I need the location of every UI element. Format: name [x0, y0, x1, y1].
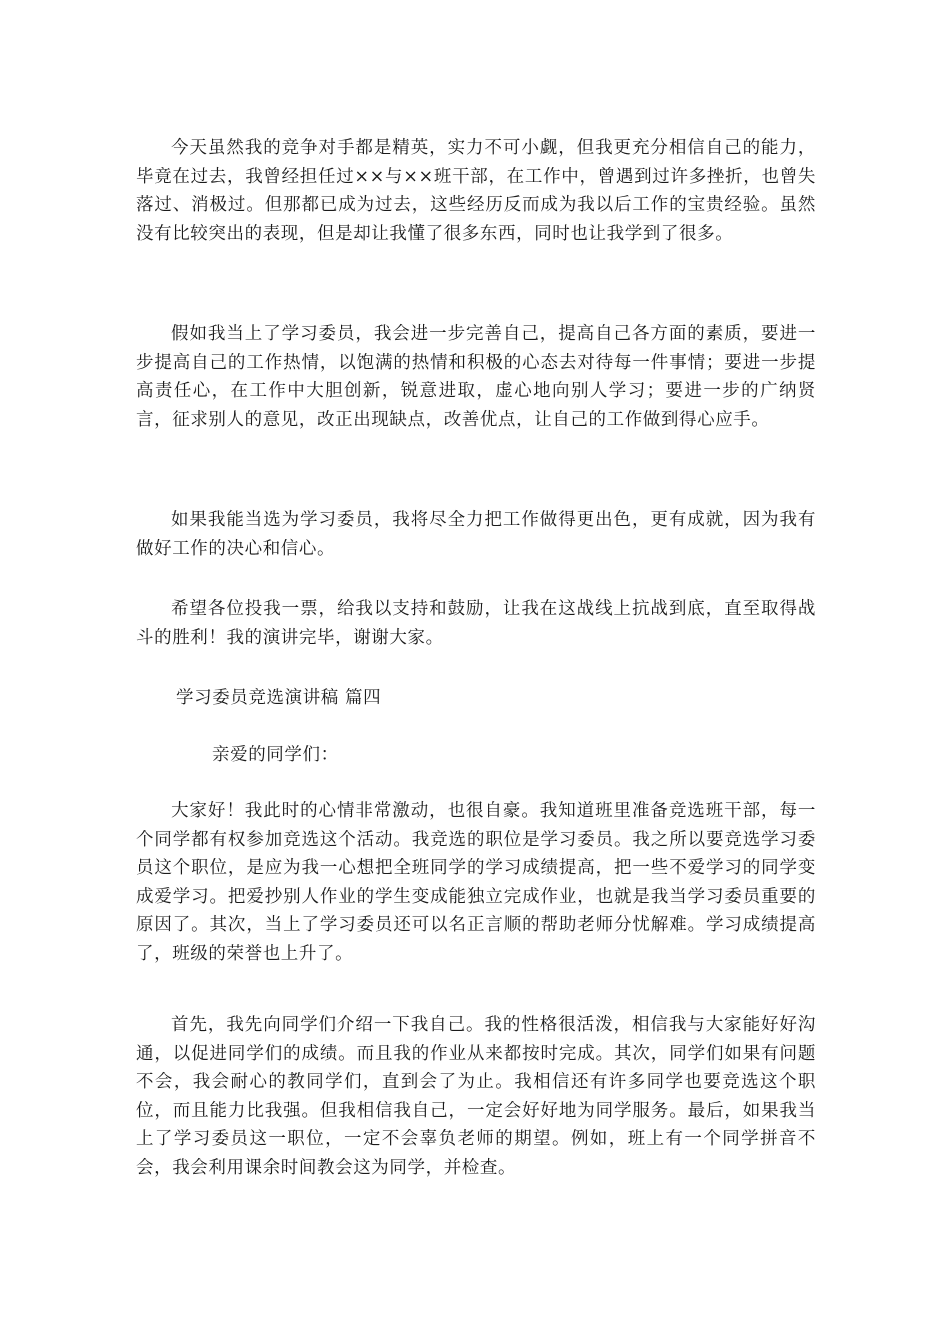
paragraph-2: 假如我当上了学习委员，我会进一步完善自己，提高自己各方面的素质，要进一步提高自己的工作热情，以饱满的热情和积极的心态去对待每一件事情；要进一步提高责任心，在工作中大胆创新，锐意进取，虚心地向别人学习；要进一步的广纳贤言，征求别人的意见，改正出现缺点，改善优点，让自己的工作做到得心应手。 [136, 324, 816, 430]
paragraph-5: 大家好！我此时的心情非常激动，也很自豪。我知道班里准备竞选班干部，每一个同学都有权参加竞选这个活动。我竞选的职位是学习委员。我之所以要竞选学习委员这个职位，是应为我一心想把全班同学的学习成绩提高，把一些不爱学习的同学变成爱学习。把爱抄别人作业的学生变成能独立完成作业，也就是我当学习委员重要的原因了。其次，当上了学习委员还可以名正言顺的帮助老师分忧解难。学习成绩提高了，班级的荣誉也上升了。 [136, 801, 816, 964]
salutation: 亲爱的同学们： [212, 745, 339, 765]
paragraph-1: 今天虽然我的竞争对手都是精英，实力不可小觑，但我更充分相信自己的能力，毕竟在过去，我曾经担任过××与××班干部，在工作中，曾遇到过许多挫折，也曾失落过、消极过。但那都已成为过去，这些经历反而成为我以后工作的宝贵经验。虽然没有比较突出的表现，但是却让我懂了很多东西，同时也让我学到了很多。 [136, 138, 816, 244]
paragraph-6: 首先，我先向同学们介绍一下我自己。我的性格很活泼，相信我与大家能好好沟通，以促进同学们的成绩。而且我的作业从来都按时完成。其次，同学们如果有问题不会，我会耐心的教同学们，直到会了为止。我相信还有许多同学也要竞选这个职位，而且能力比我强。但我相信我自己，一定会好好地为同学服务。最后，如果我当上了学习委员这一职位，一定不会辜负老师的期望。例如，班上有一个同学拼音不会，我会利用课余时间教会这为同学，并检查。 [136, 1015, 816, 1178]
paragraph-3: 如果我能当选为学习委员，我将尽全力把工作做得更出色，更有成就，因为我有做好工作的决心和信心。 [136, 510, 816, 559]
section-title: 学习委员竞选演讲稿 篇四 [176, 688, 382, 708]
paragraph-4: 希望各位投我一票，给我以支持和鼓励，让我在这战线上抗战到底，直至取得战斗的胜利！我的演讲完毕，谢谢大家。 [136, 599, 816, 648]
